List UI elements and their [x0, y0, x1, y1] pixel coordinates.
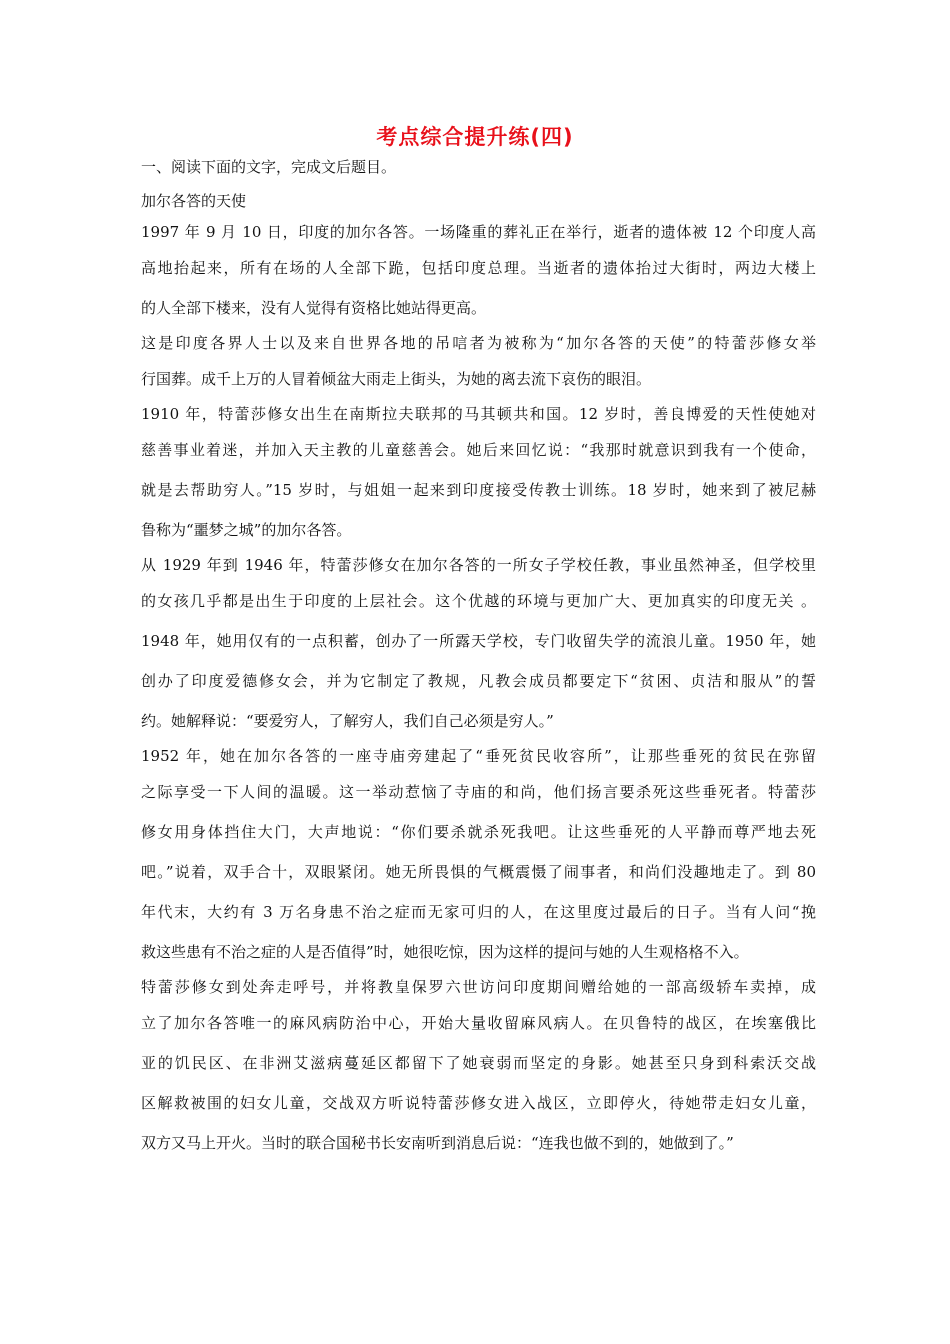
- question-intro: 一、阅读下面的文字，完成文后题目。: [141, 158, 397, 176]
- paragraph-line: 这是印度各界人士以及来自世界各地的吊唁者为被称为“加尔各答的天使”的特蕾莎修女举: [141, 334, 816, 352]
- paragraph-3: [141, 399, 816, 550]
- paragraph-line: 之际享受一下人间的温暖。这一举动惹恼了寺庙的和尚，他们扬言要杀死这些垂死者。特蕾莎: [141, 783, 816, 801]
- paragraph-line: 行国葬。成千上万的人冒着倾盆大雨走上街头，为她的离去流下哀伤的眼泪。: [141, 370, 652, 388]
- paragraph-5: [141, 741, 816, 972]
- paragraph-line: 年代末，大约有 3 万名身患不治之症而无家可归的人，在这里度过最后的日子。当有人问“挽: [141, 903, 816, 921]
- paragraph-line: 约。她解释说：“要爱穷人，了解穷人，我们自己必须是穷人。”: [141, 712, 554, 730]
- paragraph-line: 吧。”说着，双手合十，双眼紧闭。她无所畏惧的气概震慑了闹事者，和尚们没趣地走了。到 80: [141, 863, 816, 881]
- paragraph-line: 区解救被围的妇女儿童，交战双方听说特蕾莎修女进入战区，立即停火，待她带走妇女儿童，: [141, 1094, 816, 1112]
- paragraph-line: 双方又马上开火。当时的联合国秘书长安南听到消息后说：“连我也做不到的，她做到了。”: [141, 1134, 734, 1152]
- paragraph-line: 创办了印度爱德修女会，并为它制定了教规，凡教会成员都要定下“贫困、贞洁和服从”的誓: [141, 672, 816, 690]
- document-body: [141, 152, 816, 1163]
- paragraph-4: [141, 550, 816, 741]
- paragraph-line: 1952 年，她在加尔各答的一座寺庙旁建起了“垂死贫民收容所”，让那些垂死的贫民在弥留: [141, 747, 816, 765]
- paragraph-line: 就是去帮助穷人。”15 岁时，与姐姐一起来到印度接受传教士训练。18 岁时，她来到了被尼赫: [141, 481, 816, 499]
- paragraph-line: 1997 年 9 月 10 日，印度的加尔各答。一场隆重的葬礼正在举行，逝者的遗体被 12 个印度人高: [141, 223, 816, 241]
- paragraph-line: 1910 年，特蕾莎修女出生在南斯拉夫联邦的马其顿共和国。12 岁时，善良博爱的天性使她对: [141, 405, 816, 423]
- paragraph-line: 鲁称为“噩梦之城”的加尔各答。: [141, 521, 352, 539]
- paragraph-line: 的人全部下楼来，没有人觉得有资格比她站得更高。: [141, 299, 487, 317]
- paragraph-line: 1948 年，她用仅有的一点积蓄，创办了一所露天学校，专门收留失学的流浪儿童。1950 年，她: [141, 632, 816, 650]
- paragraph-line: 的女孩几乎都是出生于印度的上层社会。这个优越的环境与更加广大、更加真实的印度无关 。: [141, 592, 816, 610]
- paragraph-line: 立了加尔各答唯一的麻风病防治中心，开始大量收留麻风病人。在贝鲁特的战区，在埃塞俄比: [141, 1014, 816, 1032]
- paragraph-1: [141, 217, 816, 328]
- paragraph-line: 亚的饥民区、在非洲艾滋病蔓延区都留下了她衰弱而坚定的身影。她甚至只身到科索沃交战: [141, 1054, 816, 1072]
- paragraph-line: 特蕾莎修女到处奔走呼号，并将教皇保罗六世访问印度期间赠给她的一部高级轿车卖掉，成: [141, 978, 816, 996]
- paragraph-2: [141, 328, 816, 399]
- paragraph-line: 救这些患有不治之症的人是否值得”时，她很吃惊，因为这样的提问与她的人生观格格不入。: [141, 943, 749, 961]
- page-title: 考点综合提升练(四): [376, 125, 574, 149]
- paragraph-line: 高地抬起来，所有在场的人全部下跪，包括印度总理。当逝者的遗体抬过大街时，两边大楼上: [141, 259, 816, 277]
- paragraph-6: [141, 972, 816, 1163]
- paragraph-line: 从 1929 年到 1946 年，特蕾莎修女在加尔各答的一所女子学校任教，事业虽然神圣，但学校里: [141, 556, 816, 574]
- paragraph-line: 慈善事业着迷，并加入天主教的儿童慈善会。她后来回忆说：“我那时就意识到我有一个使命，: [141, 441, 816, 459]
- paragraph-line: 修女用身体挡住大门，大声地说：“你们要杀就杀死我吧。让这些垂死的人平静而尊严地去死: [141, 823, 816, 841]
- article-title: 加尔各答的天使: [141, 192, 247, 210]
